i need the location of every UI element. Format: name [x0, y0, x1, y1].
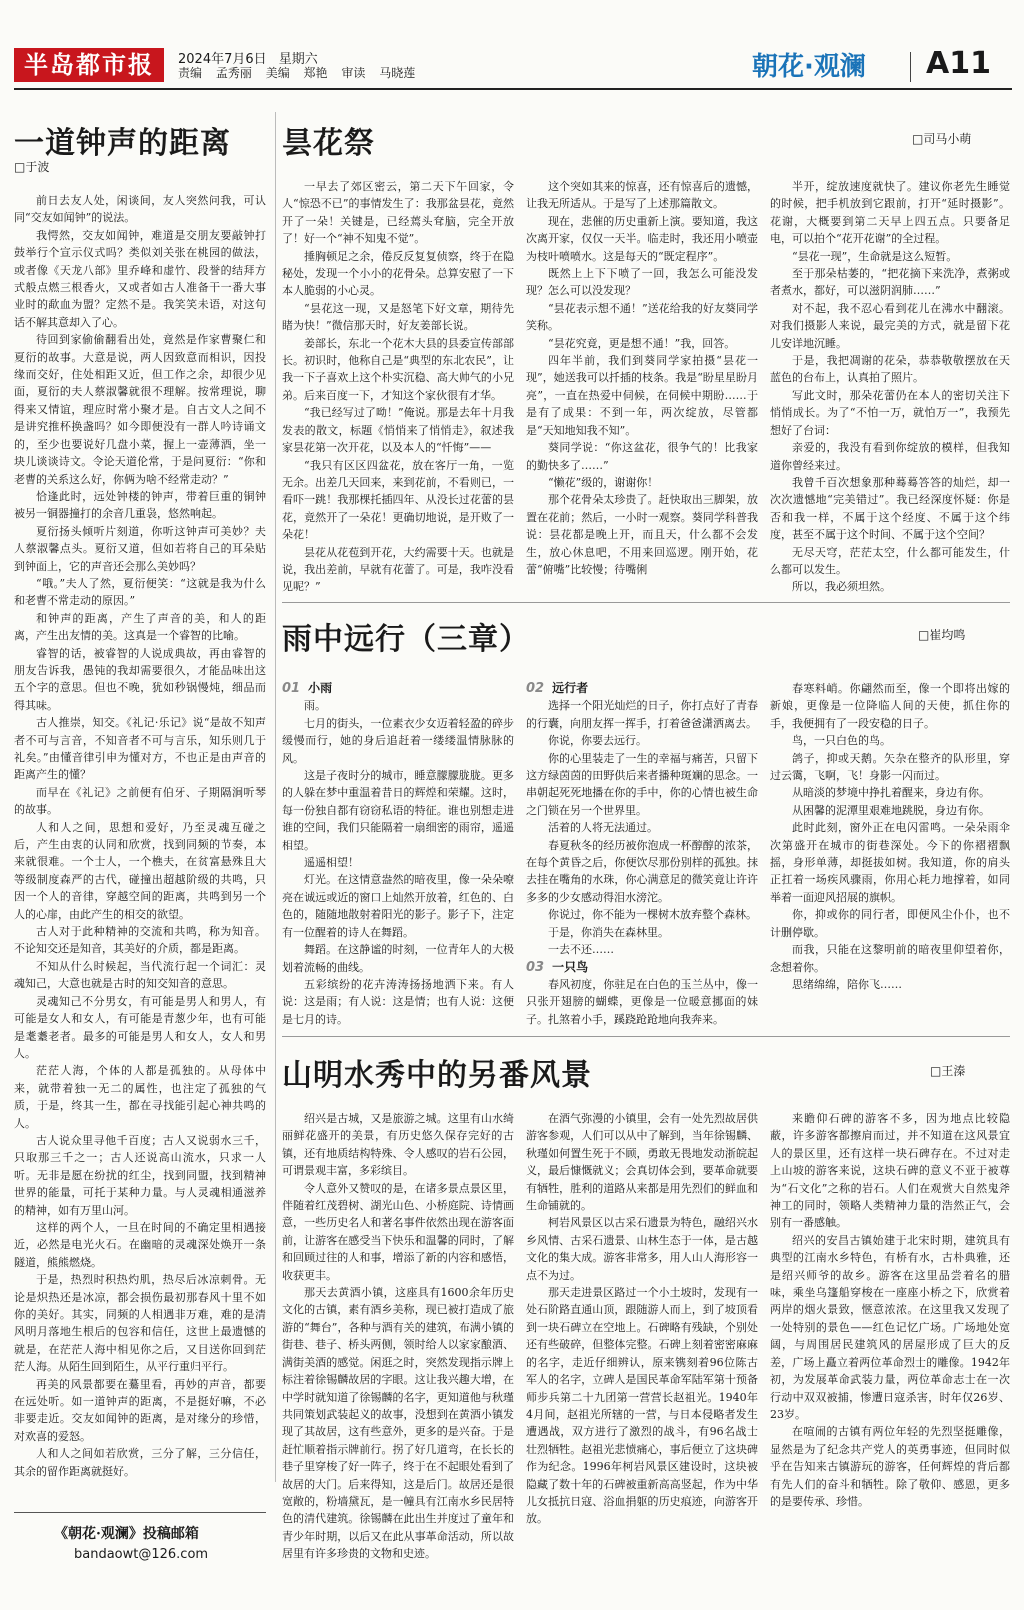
paragraph: 葵同学说：“你这盆花，很争气的！比我家的勤快多了……”	[526, 441, 758, 472]
credits	[178, 64, 425, 81]
section-number: 02	[526, 681, 545, 696]
paragraph: 柯岩风景区以古采石遗景为特色，融绍兴水乡风情、古采石遗景、山林生态于一体，是古越文化的集大成。游客非常多，用人山人海形容一点不为过。	[526, 1216, 758, 1282]
paragraph: 而早在《礼记》之前便有伯牙、子期隔涧听琴的故事。	[14, 785, 266, 817]
paragraph: 来瞻仰石碑的游客不多，因为地点比较隐蔽，许多游客都擦肩而过，并不知道在这风景宜人的景区里，还有这样一块石碑存在。不过对走上山坡的游客来说，这块石碑的意义不亚于被尊为“石文化”之称的岩石。人们在观赏大自然鬼斧神工的同时，领略人类精神力量的浩然正气，会别有一番感触。	[770, 1112, 1010, 1230]
paragraph: 那天去黄酒小镇，这座具有1600余年历史文化的古镇，素有酒乡美称，现已被打造成了旅游的“舞台”，各种与酒有关的建筑，布满小镇的街巷、巷子、桥头两侧，领时给人以家家酿酒、满街美酒的感觉。闲逛之时，突然发现指示牌上标注着徐锡麟故居的字眼。这让我兴趣大增，在中学时就知道了徐锡麟的名字，更知道他与秋瑾共同策划武装起义的故事，没想到在黄酒小镇发现了其故居，这有些意外，更多的是兴奋。于是赶忙顺着指示牌前行。拐了好几道弯，在长长的巷子里穿梭了好一阵子，终于在不起眼处看到了故居的大门。后来得知，这是后门。故居还是很宽敞的，粉墙黛瓦，是一幢具有江南水乡民居特色的清代建筑。徐锡麟在此出生并度过了童年和青少年时期，以后又在此从事革命活动，所以故居里有许多珍贵的文物和史迹。	[282, 1286, 514, 1561]
article-body-tanhua-col1	[282, 178, 514, 598]
byline-tanhua: □司马小萌	[912, 132, 972, 146]
article-body-scenery-col3	[770, 1110, 1010, 1598]
paragraph: 春夏秋冬的经历被你泡成一杯醇醇的浓茶，在每个黄昏之后，你便饮尽那份别样的孤独。抹去挂在嘴角的水珠，你心满意足的微笑竟让许许多多的少女感动得泪水滂沱。	[526, 838, 758, 904]
paragraph: 一早去了郊区密云，第二天下午回家，令人“惊恐不已”的事情发生了：我那盆昙花，竟然开了一朵！关键是，已经蔫头耷脑，完全开放了！好一个“神不知鬼不觉”。	[282, 180, 514, 246]
paragraph: 夏衍扬头倾听片刻道，你听这钟声可美妙？夫人蔡淑馨点头。夏衍又道，但如若将自己的耳朵贴到钟面上，它的声音还会那么美妙吗？	[14, 524, 266, 573]
paragraph: 在酒气弥漫的小镇里，会有一处先烈故居供游客参观，人们可以从中了解到，当年徐锡麟、秋瑾如何置生死于不顾，勇敢无畏地发动浙皖起义，最后慷慨就义；会真切体会到，要革命就要有牺牲，胜利的道路从来都是用先烈们的鲜血和生命铺就的。	[526, 1112, 758, 1213]
paragraph: “我只有区区四盆花，放在客厅一角，一览无余。出差几天回来，来到花前，不看则已，一看吓一跳！我那棵托插四年、从没长过花蕾的昙花，竟然开了一朵花！更确切地说，是开败了一朵花！	[282, 458, 514, 542]
article-body-scenery-col1	[282, 1110, 514, 1598]
submission-email[interactable]: bandaowt@126.com	[74, 1547, 209, 1562]
article-title-bell: 一道钟声的距离	[14, 126, 231, 161]
paragraph: 至于那朵枯萎的，“把花摘下来洗净，煮粥或者煮水，都好，可以滋阴润肺……”	[770, 267, 1010, 298]
paragraph: 七月的街头，一位素衣少女迈着轻盈的碎步缓慢而行，她的身后追赶着一缕缕温情脉脉的风。	[282, 716, 514, 765]
paragraph: 人和人之间，思想和爱好，乃至灵魂互碰之后，产生由衷的认同和欣赏，找到同频的节奏，本来就很难。一个士人，一个樵夫，在贫富悬殊且大等级制度森严的古代，碰撞出超越阶级的共鸣，只因一个人的音律，穿越空间的距离，共鸣到另一个人的心扉，由此产生的相交的欲望。	[14, 820, 266, 921]
article-title-tanhua: 昙花祭	[282, 126, 375, 161]
paragraph: 昙花从花苞到开花，大约需要十天。也就是说，我出差前，早就有花蕾了。可是，我咋没看见呢？”	[282, 545, 514, 594]
paragraph: 古人推崇，知交。《礼记·乐记》说“是故不知声者不可与言音，不知音者不可与言乐，知乐则几于礼矣。”由懂音律引申为懂对方，不也正是由声音的距离产生的懂？	[14, 716, 266, 782]
divider	[282, 602, 1010, 603]
paragraph: 于是，我把凋谢的花朵，恭恭敬敬摆放在天蓝色的台布上，认真拍了照片。	[770, 354, 1010, 385]
paragraph: 一去不还……	[548, 943, 614, 957]
paragraph: 春寒料峭。你翩然而至，像一个即将出嫁的新娘，更像是一位降临人间的天使，抓住你的手，我便拥有了一段安稳的日子。	[770, 682, 1010, 730]
paragraph: 鸟，一只白色的鸟。	[792, 734, 891, 748]
credit-role: 审读	[341, 66, 366, 80]
credit-name: 孟秀丽	[215, 66, 252, 80]
paragraph: 古人对于此种精神的交流和共鸣，称为知音。不论知交还是知音，其美好的介质，都是距离。	[14, 925, 266, 956]
date: 2024年7月6日	[178, 52, 267, 67]
section-heading	[526, 680, 758, 697]
paragraph: 古人说众里寻他千百度；古人又说弱水三千，只取那三千之一；古人还说高山流水，只求一人听。无非是愿在纷扰的红尘，找到同盟，找到精神世界的能量，可托于某种力量。与人灵魂相通滋养的精神，如有万里山河。	[14, 1133, 266, 1217]
paragraph: 从暗淡的梦境中挣扎着醒来，身边有你。	[792, 786, 990, 800]
paragraph: “哦。”夫人了然，夏衍便笑：“这就是我为什么和老曹不常走动的原因。”	[14, 576, 266, 608]
article-body-scenery-col2	[526, 1110, 758, 1598]
paragraph: 灵魂知己不分男女，有可能是男人和男人，有可能是女人和女人，有可能是青葱少年，也有可能是耄耋老者。最多的可能是男人和女人，女人和男人。	[14, 994, 266, 1060]
paragraph: 这是子夜时分的城市，睡意朦朦胧胧。更多的人躲在梦中重温着昔日的辉煌和荣耀。这时，每一份独自都有窃窃私语的特征。谁也别想走进谁的空间，我们只能隔着一扇细密的雨帘，遥遥相望。	[282, 769, 514, 852]
submission-box	[14, 1512, 266, 1573]
paragraph: 这个突如其来的惊喜，还有惊喜后的遗憾，让我无所适从。于是写了上述那篇散文。	[526, 180, 758, 211]
paragraph: “昙花这一现，又是怒笔下好文章，期待先睹为快！”微信那天时，好友姜部长说。	[282, 301, 514, 333]
paragraph: 灯光。在这情意盎然的暗夜里，像一朵朵嘹亮在诚远或近的窗口上灿然开放着，红色的、白色的，随随地散射着阳光的影子。影子下，注定有一位醒着的诗人在舞蹈。	[282, 873, 514, 939]
paragraph: 茫茫人海，个体的人都是孤独的。从母体中来，就带着独一无二的属性，也注定了孤独的气质，于是，终其一生，都在寻找能引起心神共鸣的人。	[14, 1064, 266, 1130]
paragraph: “昙花一现”，生命就是这么短暂。	[792, 249, 958, 263]
divider	[14, 88, 1012, 90]
paragraph: 对不起，我不忍心看到花儿在沸水中翻滚。对我们摄影人来说，最完美的方式，就是留下花儿安详地沉睡。	[770, 301, 1010, 350]
paragraph: 思绪绵绵，陪你飞……	[792, 977, 902, 991]
paragraph: 我曾千百次想象那种蓦蓦答答的灿烂，却一次次遗憾地“完美错过”。我已经深度怀疑：你是否和我一样，不属于这个经度、不属于这个纬度，甚至不属于这个时间、不属于这个空间？	[770, 475, 1010, 542]
paragraph: 亲爱的，我没有看到你绽放的模样，但我知道你曾经来过。	[770, 441, 1010, 472]
paragraph: 舞蹈。在这静谧的时刻，一位青年人的大极划着流畅的曲线。	[282, 943, 514, 974]
paragraph: 不知从什么时候起，当代流行起一个词汇：灵魂知己，大意也就是古时的知交知音的意思。	[14, 959, 266, 991]
paragraph: 和钟声的距离，产生了声音的美，和人的距离，产生出友情的美。这真是一个睿智的比喻。	[14, 611, 266, 643]
credit-name: 马晓莲	[379, 66, 416, 80]
article-title-rain: 雨中远行（三章）	[282, 622, 530, 657]
paragraph: 那个花骨朵太珍贵了。赶快取出三脚架，放置在花前；然后，一小时一观察。葵同学科普我说：昙花都是晚上开，而且天，什么都不会发生，放心休息吧，不用来回巡逻。刚开始，花蕾“俯嘴”比较慢；待嘴俐	[526, 493, 758, 576]
column-divider	[275, 112, 276, 1482]
paragraph: 姜部长，东北一个花木大县的县委宣传部部长。初识时，他称自己是“典型的东北农民”，让我一下子喜欢上这个朴实沉稳、高大帅气的小兄弟。后来百度一下，才知这个家伙很有才华。	[282, 336, 514, 402]
paragraph: 绍兴的安昌古镇始建于北宋时期，建筑具有典型的江南水乡特色，有桥有水，古朴典雅，还是绍兴师爷的故乡。游客在这里品尝着名的腊味，乘坐乌篷船穿梭在一座座小桥之下，欣赏着两岸的烟火景致，惬意浓浓。在这里我又发现了一处特别的景色——红色记忆广场。广场地处宽阔，与周围居民建筑风的居屋形成了巨大的反差，广场上矗立着两位革命烈士的雕像。1942年初，为发展革命武装力量，两位革命志士在一次行动中双双被捕，惨遭日寇杀害，时年仅26岁、23岁。	[770, 1233, 1010, 1421]
section-name: 一只鸟	[552, 959, 589, 974]
paragraph: 春风初度，你驻足在白色的玉兰丛中，像一只张开翅膀的蝴蝶，更像是一位暖意挪面的妹子。扎煞着小手，蹊跷跄跄地向我奔来。	[526, 977, 758, 1026]
credit-name: 郑艳	[303, 66, 328, 80]
newspaper-logo: 半岛都市报	[14, 48, 164, 82]
paragraph: 无尽天穹，茫茫太空，什么都可能发生，什么都可以发生。	[770, 545, 1010, 576]
paragraph: 写此文时，那朵花蕾仍在本人的密切关注下悄悄成长。为了“不怕一万，就怕万一”，我预先想好了台词：	[770, 388, 1010, 437]
paragraph: 于是，你消失在森林里。	[548, 925, 669, 939]
paragraph: 你说，你要去远行。	[548, 734, 647, 748]
paragraph: 人和人之间如若欣赏，三分了解，三分信任，其余的留作距离就挺好。	[14, 1447, 266, 1478]
credit-role: 美编	[265, 66, 290, 80]
article-body-rain-col1	[282, 680, 514, 1030]
byline-rain: □崔均鸣	[918, 628, 966, 642]
paragraph: 活着的人将无法通过。	[548, 821, 658, 835]
paragraph: 雨。	[304, 699, 326, 713]
paragraph: 于是，热烈时积热灼肌，热尽后冰凉刺骨。无论是炽热还是冰凉，都会损伤最初那春风十里不如你的美好。其实，同频的人相遇非万难，难的是清风明月落地生根后的包容和信任，这世上最遗憾的就是，在茫茫人海中相见你之后，又目送你回到茫茫人海。从陌生回到陌生，从平行重归平行。	[14, 1273, 266, 1374]
paragraph: 睿智的话，被睿智的人说成典故，再由睿智的朋友告诉我，愚钝的我却需要很久，才能品味出这五个字的意思。但也不晚，犹如秒锅慢炖，细品而得其味。	[14, 646, 266, 712]
paragraph: 令人意外又赞叹的是，在诸多景点景区里，伴随着红茂碧树、湖光山色、小桥庭院、诗情画意，一些历史名人和著名事件依然出现在游客面前，让游客在感受当下快乐和温馨的同时，了解和回顾过往的人和事，增添了新的内容和感悟，收获更丰。	[282, 1181, 514, 1282]
paragraph: “昙花表示想不通！”送花给我的好友葵同学笑称。	[526, 301, 758, 333]
byline-bell: □于波	[14, 160, 50, 174]
paragraph: 你，抑或你的同行者，即便风尘仆仆，也不计删停歇。	[770, 908, 1010, 939]
paragraph: 绍兴是古城，又是旅游之城。这里有山水绮丽鲜花盛开的美景，有历史悠久保存完好的古镇，还有地质结构特殊、令人感叹的岩石公园，可谓景观丰富，多彩缤目。	[282, 1112, 514, 1178]
paragraph: 现在，悲催的历史重新上演。要知道，我这次离开家，仅仅一天半。临走时，我还用小喷壶为枝叶喷喷水。这是每天的“既定程序”。	[526, 214, 758, 263]
paragraph: 此时此刻，窗外正在电闪雷鸣。一朵朵雨伞次第盛开在城市的街巷深处。今下的你褶褶飘摇，身形单薄，却挺拔如树。我知道，你的肩头正扛着一场疾风骤雨，你用心耗力地撑着，如同举着一面迎风招展的旗帜。	[770, 821, 1010, 904]
divider	[910, 52, 911, 82]
submission-title: 《朝花·观澜》投稿邮箱	[54, 1526, 199, 1542]
article-body-tanhua-col3	[770, 178, 1010, 598]
section-name: 远行者	[552, 681, 589, 695]
paragraph: 捶胸顿足之余，倦反反复复侦察，终于在隐秘处，发现一个小小的花骨朵。总算安慰了一下本人脆弱的小心灵。	[282, 249, 514, 298]
article-body-rain-col2	[526, 680, 758, 1030]
paragraph: 恰逢此时，远处钟楼的钟声，带着巨重的铜钟被另一铜器撞打的余音几重袅，悠然响起。	[14, 489, 266, 521]
paragraph: 既然上上下下喷了一回，我怎么可能没发现？怎么可以没发现？	[526, 267, 758, 298]
paragraph: 这样的两个人，一旦在时间的不确定里相遇接近，必然是电光火石。在幽暗的灵魂深处焕开一条隧道，熊熊燃烧。	[14, 1220, 266, 1269]
section-number: 01	[282, 681, 301, 696]
paragraph: 而我，只能在这黎明前的暗夜里仰望着你，念想着你。	[770, 943, 1010, 974]
article-body-bell	[14, 192, 266, 1504]
article-body-tanhua-col2	[526, 178, 758, 598]
masthead	[0, 0, 1024, 100]
divider	[282, 1036, 1010, 1037]
paragraph: 选择一个阳光灿烂的日子，你打点好了青春的行囊，向朋友挥一挥手，打着爸爸潇洒离去。	[526, 699, 758, 730]
section-heading	[526, 959, 758, 976]
paragraph: 四年半前，我们到葵同学家拍摄“昙花一现”，她送我可以扦插的枝条。我是“盼星星盼月亮”，一直在热爱中伺候，在伺候中期盼……于是有了成果：不到一年，两次绽放，尽管都是“天知地知我不知”。	[526, 354, 758, 437]
paragraph: 在喧闹的古镇有两位年轻的先烈坚挺雕像，显然是为了纪念共产党人的英勇事迹，但同时似乎在告知来古镇游玩的游客，任何辉煌的背后都有先人们的奋斗和牺牲。除了敬仰、感恩，更多的是要传承、珍惜。	[770, 1425, 1010, 1508]
paragraph: “我已经写过了呦！”俺说。那是去年十月我发表的散文，标题《悄悄来了悄悄走》，叙述我家昙花第一次开花，以及本人的“忏悔”——	[282, 406, 514, 455]
byline-scenery: □王溱	[930, 1064, 966, 1078]
paragraph: 半开，绽放速度就快了。建议你老先生睡觉的时候，把手机放到它跟前，打开“延时摄影”。花谢，大概要到第二天早上四五点。只要备足电，可以拍个“花开花谢”的全过程。	[770, 180, 1010, 246]
paragraph: 鸽子，抑或天鹅。矢杂在整齐的队形里，穿过云霭，飞啊，飞！身影一闪而过。	[770, 751, 1010, 783]
paragraph: 你说过，你不能为一棵树木放弃整个森林。	[548, 908, 757, 922]
article-body-rain-col3	[770, 680, 1010, 1030]
article-title-scenery: 山明水秀中的另番风景	[282, 1058, 592, 1093]
paragraph: 待回到家偷偷翻看出处，竟然是作家曹聚仁和夏衍的故事。大意是说，两人因致意而相识，因投缘而交好，住处相距又近，但工作之余，却很少见面，夏衍的夫人蔡淑馨就很不理解。按常理说，聊得来又情谊，理应时常小聚才是。自古文人之间不是讲究推杯换盏吗？如今即便没有一群人吟诗诵文的，至少也要说好几盘小菜，握上一壶薄酒，坐一块儿谈谈诗文。令论天道伦常，于是问夏衍：“你和老曹的关系这么好，你俩为啥不经常走动？”	[14, 333, 266, 486]
section-heading	[282, 680, 514, 697]
paragraph: 遥遥相望！	[304, 856, 359, 870]
credit-role: 责编	[178, 66, 203, 80]
section-title: 朝花·观澜	[752, 52, 866, 82]
paragraph: 所以，我必须坦然。	[792, 580, 891, 594]
section-name: 小雨	[308, 681, 333, 695]
paragraph: 从困馨的泥潭里艰难地跳脱，身边有你。	[792, 803, 990, 817]
paragraph: “昙花究竟，更是想不通！”我，回答。	[548, 336, 736, 350]
weekday: 星期六	[278, 52, 318, 67]
paragraph: 再美的风景都要在驀里看，再妙的声音，都要在远处听。如一道钟声的距离，不是挺好嘛，不必非要走近。交友如闻钟的距离，是对缘分的珍惜，对欢喜的爱怒。	[14, 1377, 266, 1443]
paragraph: 你的心里装走了一生的幸福与痛苦，只留下这方绿茵茵的田野供后来者播种斑斓的思念。一串朝起死死地播在你的手中，你的心情也被生命之门锁在另一个世界里。	[526, 751, 758, 817]
paragraph: “懒花”级的，谢谢你！	[548, 475, 659, 489]
paragraph: 五彩缤纷的花卉涛涛扬扬地洒下来。有人说：这是雨；有人说：这是情；也有人说：这便是七月的诗。	[282, 977, 514, 1026]
section-number: 03	[526, 959, 545, 975]
paragraph: 我愕然，交友如闻钟，难道是交朋友要敲钟打鼓举行个宣示仪式吗？类似刘关张在桃园的做法，或者像《天龙八部》里乔峰和虚竹、段誉的结拜方式般点燃三根香火，又或者如古人准备干一番大事业时的歃血为盟？定然不是。我笑笑未语，对这句话不解其意却入了心。	[14, 228, 266, 329]
page-number: A11	[926, 46, 991, 81]
paragraph: 前日去友人处，闲谈间，友人突然问我，可认同“交友如闻钟”的说法。	[14, 194, 266, 225]
paragraph: 那天走进景区路过一个小土坡时，发现有一处石阶路直通山顶，跟随游人而上，到了坡顶看到一块石碑立在空地上。石碑略有残缺，个别处还有些破碎，但整体完整。石碑上刻着密密麻麻的名字，走近仔细辨认，原来镌刻着96位陈古军人的名字，立碑人是国民革命军陆军第十预备师步兵第二十九团第一营营长赵祖光。1940年4月间，赵祖光所辖的一营，与日本侵略者发生遭遇战，双方进行了激烈的战斗，有96名战士壮烈牺牲。赵祖光悲愤痛心，事后便立了这块碑作为纪念。1996年柯岩风景区建设时，这块被隐藏了数十年的石碑被重新高高竖起，作为中华儿女抵抗日寇、浴血捐躯的历史痕迹，向游客开放。	[526, 1286, 758, 1526]
